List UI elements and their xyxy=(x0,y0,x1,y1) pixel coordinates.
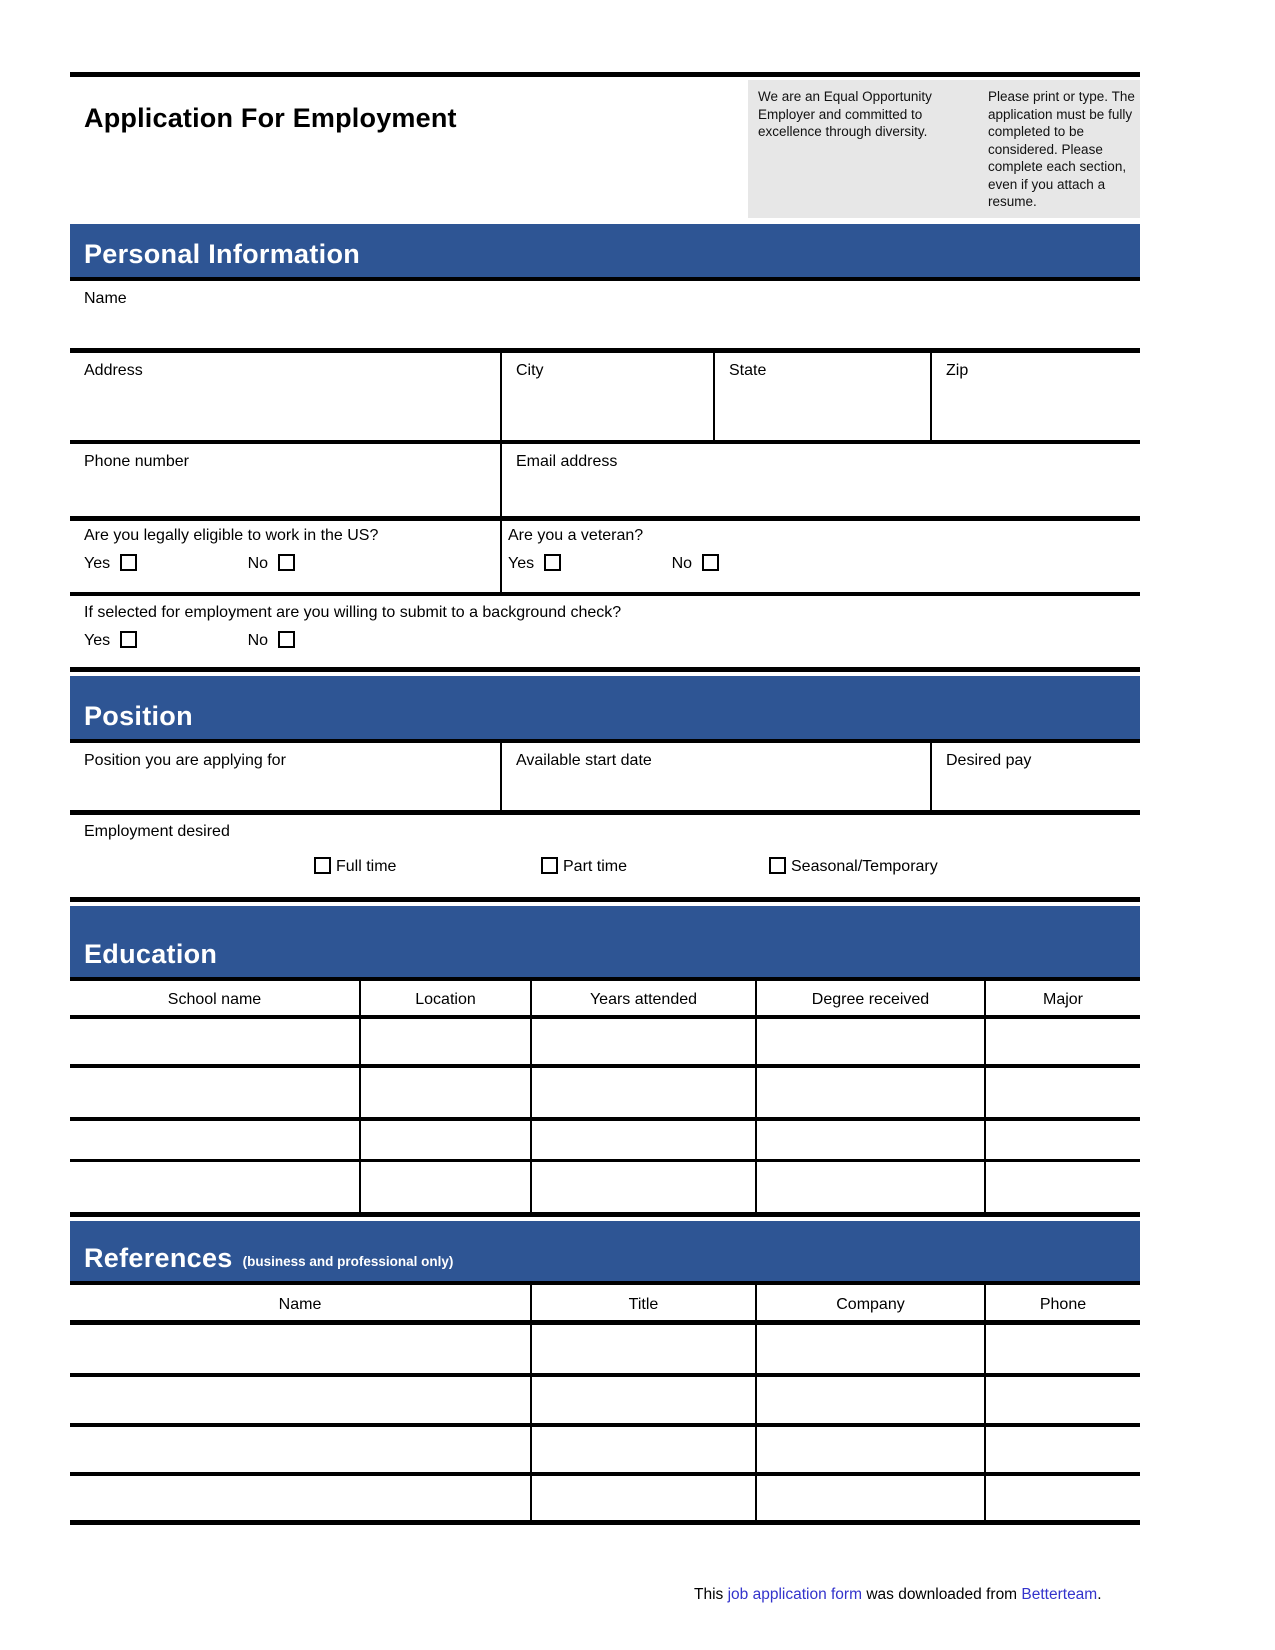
no-label: No xyxy=(247,555,269,572)
eligible-options xyxy=(84,554,494,573)
footer-text-after: . xyxy=(1097,1586,1102,1603)
education-col-location: Location xyxy=(359,981,530,1015)
references-cell[interactable] xyxy=(70,1476,530,1520)
zip-label: Zip xyxy=(946,362,969,379)
education-row xyxy=(70,1162,1140,1217)
references-cell[interactable] xyxy=(984,1377,1140,1423)
section-header-position xyxy=(70,676,1140,743)
education-cell[interactable] xyxy=(530,1121,755,1159)
references-col-title: Title xyxy=(530,1285,755,1320)
education-row xyxy=(70,1121,1140,1162)
address-row xyxy=(70,348,1140,444)
education-cell[interactable] xyxy=(359,1121,530,1159)
start-date-field[interactable] xyxy=(500,743,930,810)
veteran-no-checkbox[interactable] xyxy=(702,554,719,571)
city-label: City xyxy=(516,362,544,379)
education-cell[interactable] xyxy=(984,1162,1140,1212)
section-title: Personal Information xyxy=(84,239,361,269)
section-title: References xyxy=(84,1243,233,1273)
references-table-body xyxy=(70,1325,1140,1525)
phone-email-row xyxy=(70,444,1140,521)
print-instructions-text: Please print or type. The application must be fully completed to be considered. Please complete each section, even if you attach a resume. xyxy=(988,89,1135,209)
references-cell[interactable] xyxy=(70,1325,530,1373)
eligible-question: Are you legally eligible to work in the US? xyxy=(84,527,379,544)
education-table-body xyxy=(70,1019,1140,1217)
parttime-label: Part time xyxy=(563,858,628,875)
email-label: Email address xyxy=(516,453,618,470)
education-cell[interactable] xyxy=(755,1068,984,1117)
seasonal-label: Seasonal/Temporary xyxy=(791,858,938,875)
yes-label: Yes xyxy=(84,555,111,572)
seasonal-checkbox[interactable] xyxy=(769,857,786,874)
background-no-checkbox[interactable] xyxy=(278,631,295,648)
education-row xyxy=(70,1068,1140,1121)
references-row xyxy=(70,1427,1140,1476)
city-field[interactable] xyxy=(500,353,713,440)
name-field[interactable] xyxy=(70,281,1140,348)
position-applying-label: Position you are applying for xyxy=(84,752,286,769)
parttime-checkbox[interactable] xyxy=(541,857,558,874)
start-date-label: Available start date xyxy=(516,752,652,769)
betterteam-link[interactable]: Betterteam xyxy=(1021,1586,1098,1603)
form-header xyxy=(70,72,1140,216)
eligible-no-checkbox[interactable] xyxy=(278,554,295,571)
references-cell[interactable] xyxy=(984,1427,1140,1472)
education-cell[interactable] xyxy=(755,1121,984,1159)
education-cell[interactable] xyxy=(70,1162,359,1212)
references-col-name: Name xyxy=(278,1296,322,1313)
eeo-notice-text: We are an Equal Opportunity Employer and committed to excellence through diversity. xyxy=(758,89,932,139)
references-cell[interactable] xyxy=(530,1377,755,1423)
education-cell[interactable] xyxy=(755,1162,984,1212)
background-question: If selected for employment are you willing to submit to a background check? xyxy=(84,604,622,621)
education-cell[interactable] xyxy=(530,1019,755,1064)
references-cell[interactable] xyxy=(70,1377,530,1423)
fulltime-checkbox[interactable] xyxy=(314,857,331,874)
section-title: Education xyxy=(84,939,218,969)
education-col-major: Major xyxy=(984,981,1140,1015)
background-check-row xyxy=(70,596,1140,672)
desired-pay-label: Desired pay xyxy=(946,752,1032,769)
education-row xyxy=(70,1019,1140,1068)
no-label: No xyxy=(247,632,269,649)
education-cell[interactable] xyxy=(984,1121,1140,1159)
email-field[interactable] xyxy=(500,444,1140,516)
education-col-years: Years attended xyxy=(530,981,755,1015)
yes-label: Yes xyxy=(84,632,111,649)
eligible-yes-checkbox[interactable] xyxy=(120,554,137,571)
no-label: No xyxy=(671,555,693,572)
footer-attribution xyxy=(694,1586,1102,1604)
section-header-education xyxy=(70,906,1140,981)
veteran-options xyxy=(508,554,1134,573)
education-cell[interactable] xyxy=(359,1068,530,1117)
education-cell[interactable] xyxy=(530,1068,755,1117)
desired-pay-field[interactable] xyxy=(930,743,1140,810)
references-col-phone: Phone xyxy=(984,1285,1140,1320)
education-cell[interactable] xyxy=(70,1068,359,1117)
position-row xyxy=(70,743,1140,815)
references-cell[interactable] xyxy=(984,1476,1140,1520)
education-cell[interactable] xyxy=(70,1121,359,1159)
veteran-yes-checkbox[interactable] xyxy=(544,554,561,571)
references-subtitle: (business and professional only) xyxy=(242,1254,454,1269)
job-application-form-link[interactable]: job application form xyxy=(727,1586,863,1603)
parttime-option xyxy=(541,857,627,876)
veteran-question-cell xyxy=(500,521,1140,592)
references-cell[interactable] xyxy=(530,1476,755,1520)
education-col-degree: Degree received xyxy=(755,981,984,1015)
section-title: Position xyxy=(84,701,193,731)
references-cell[interactable] xyxy=(755,1377,984,1423)
state-label: State xyxy=(729,362,767,379)
fulltime-option xyxy=(314,857,396,876)
seasonal-option xyxy=(769,857,938,876)
education-cell[interactable] xyxy=(359,1019,530,1064)
phone-field[interactable] xyxy=(70,444,500,516)
references-row xyxy=(70,1325,1140,1377)
references-cell[interactable] xyxy=(755,1325,984,1373)
references-cell[interactable] xyxy=(755,1476,984,1520)
address-label: Address xyxy=(84,362,143,379)
phone-label: Phone number xyxy=(84,453,189,470)
position-applying-field[interactable] xyxy=(70,743,500,810)
eligibility-row xyxy=(70,521,1140,596)
employment-desired-row xyxy=(70,815,1140,902)
education-cell[interactable] xyxy=(984,1019,1140,1064)
name-label: Name xyxy=(84,290,127,307)
references-cell[interactable] xyxy=(70,1427,530,1472)
education-cell[interactable] xyxy=(70,1019,359,1064)
footer-text-before: This xyxy=(694,1586,728,1603)
references-col-company: Company xyxy=(755,1285,984,1320)
eligible-question-cell xyxy=(70,521,500,592)
education-cell[interactable] xyxy=(755,1019,984,1064)
veteran-question: Are you a veteran? xyxy=(508,527,644,544)
zip-field[interactable] xyxy=(930,353,1140,440)
state-field[interactable] xyxy=(713,353,930,440)
references-cell[interactable] xyxy=(530,1427,755,1472)
address-field[interactable] xyxy=(70,353,500,440)
education-cell[interactable] xyxy=(359,1162,530,1212)
yes-label: Yes xyxy=(508,555,535,572)
education-col-school: School name xyxy=(167,991,262,1008)
education-table-header xyxy=(70,981,1140,1019)
section-header-references xyxy=(70,1221,1140,1285)
background-options xyxy=(84,631,1140,650)
section-header-personal-information xyxy=(70,224,1140,281)
notice-box xyxy=(748,80,1140,218)
background-yes-checkbox[interactable] xyxy=(120,631,137,648)
employment-desired-label: Employment desired xyxy=(84,823,230,840)
page-title: Application For Employment xyxy=(84,103,457,133)
references-table-header xyxy=(70,1285,1140,1325)
references-cell[interactable] xyxy=(530,1325,755,1373)
references-cell[interactable] xyxy=(755,1427,984,1472)
education-cell[interactable] xyxy=(984,1068,1140,1117)
footer-text-middle: was downloaded from xyxy=(862,1586,1022,1603)
references-cell[interactable] xyxy=(984,1325,1140,1373)
references-row xyxy=(70,1377,1140,1427)
references-row xyxy=(70,1476,1140,1525)
education-cell[interactable] xyxy=(530,1162,755,1212)
fulltime-label: Full time xyxy=(336,858,397,875)
